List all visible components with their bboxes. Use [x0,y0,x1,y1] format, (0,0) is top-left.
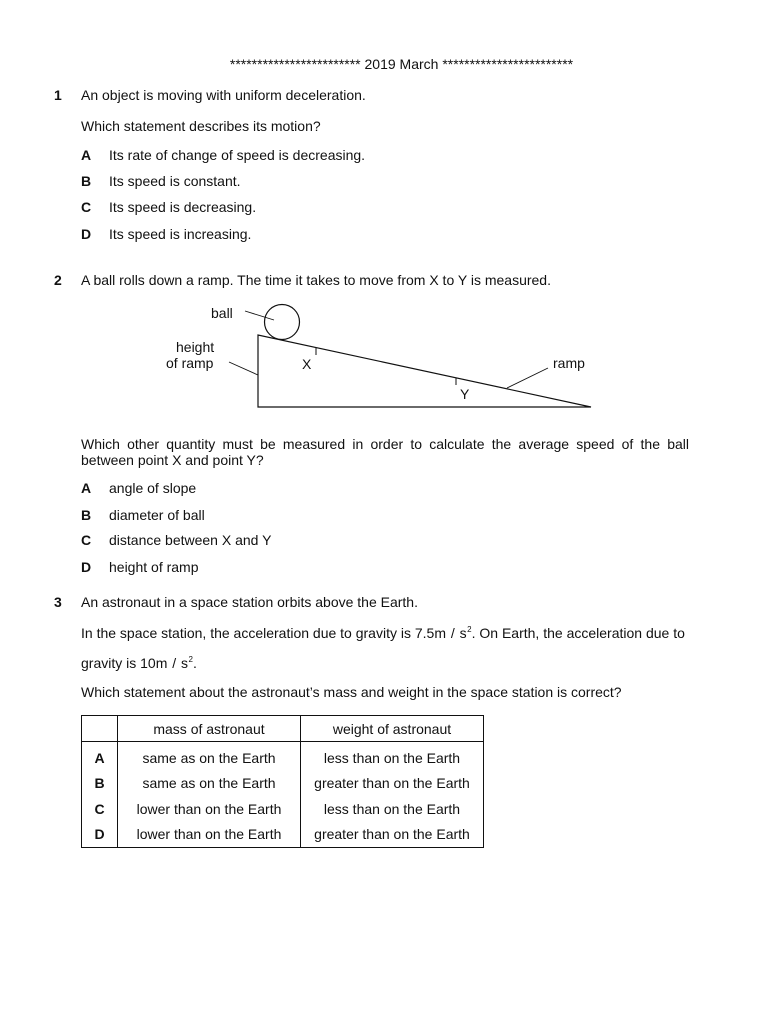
gravity-earth-text: gravity is 10 [81,655,156,671]
q2-option-c-text: distance between X and Y [109,532,272,548]
question-3-number: 3 [54,594,62,610]
page-header: ************************ 2019 March ************************ [229,56,574,72]
ramp-diagram [0,295,768,415]
q2-option-a-letter: A [81,480,92,496]
q1-option-c-letter: C [81,199,92,215]
ramp-leader-line [507,368,548,388]
diagram-label-height-line1: height [176,339,215,355]
gravity-station-unit-exponent: 2 [467,625,472,634]
gravity-earth-unit: m / s [155,655,189,671]
gravity-earth-intro-text: . On Earth, the acceleration due to [471,625,685,641]
diagram-label-x: X [302,356,312,372]
table-header-blank [82,716,118,742]
q2-option-d-letter: D [81,559,92,575]
question-1-stem: An object is moving with uniform deceleration. [81,87,366,103]
q2-option-b-letter: B [81,507,92,523]
table-cell-weight: less than on the Earth [323,800,461,817]
q1-option-a-text: Its rate of change of speed is decreasing. [109,147,366,163]
height-leader-line [229,362,258,375]
table-cell-weight: less than on the Earth [323,749,461,766]
table-cell-letter: A [82,742,118,771]
table-header-mass: mass of astronaut [118,716,301,742]
table-cell-mass: lower than on the Earth [118,822,301,848]
question-3-prompt: Which statement about the astronaut’s mass and weight in the space station is correct? [81,684,622,700]
q1-option-b-letter: B [81,173,92,189]
gravity-earth-unit-exponent: 2 [188,655,193,664]
question-1-number: 1 [54,87,62,103]
ball-circle [265,305,300,340]
table-cell-weight: greater than on the Earth [314,775,470,792]
table-header-row [82,716,484,742]
mass-weight-table [81,715,484,848]
q1-option-a-letter: A [81,147,92,163]
q1-option-c-text: Its speed is decreasing. [109,199,257,215]
question-1-prompt: Which statement describes its motion? [81,118,321,134]
gravity-earth-end: . [193,655,197,671]
diagram-label-y: Y [460,386,470,402]
table-cell-letter: C [82,796,118,822]
table-cell-mass: same as on the Earth [118,771,301,797]
table-row [82,771,484,797]
diagram-label-ramp: ramp [553,355,585,371]
question-2-number: 2 [54,272,62,288]
diagram-label-height-line2: of ramp [166,355,214,371]
q2-option-a-text: angle of slope [109,480,197,496]
question-2-stem: A ball rolls down a ramp. The time it takes to move from X to Y is measured. [81,272,551,288]
q2-option-c-letter: C [81,532,92,548]
table-cell-letter: D [82,822,118,848]
diagram-label-ball: ball [211,305,233,321]
table-row [82,822,484,848]
q1-option-d-text: Its speed is increasing. [109,226,252,242]
table-header-weight: weight of astronaut [301,716,484,742]
table-cell-weight: greater than on the Earth [314,826,470,843]
q2-option-d-text: height of ramp [109,559,199,575]
gravity-station-unit: m / s [434,625,468,641]
question-3-paragraph-line1 [81,625,685,641]
table-row [82,796,484,822]
table-cell-letter: B [82,771,118,797]
table-cell-mass: lower than on the Earth [118,796,301,822]
table-row [82,742,484,771]
question-2-prompt: Which other quantity must be measured in order to calculate the average speed of the ball between point X and point Y? [81,436,689,468]
q2-option-b-text: diameter of ball [109,507,205,523]
q1-option-b-text: Its speed is constant. [109,173,241,189]
question-3-paragraph-line2 [81,655,197,671]
q1-option-d-letter: D [81,226,92,242]
gravity-station-text: In the space station, the acceleration due to gravity is 7.5 [81,625,435,641]
table-cell-mass: same as on the Earth [118,742,301,771]
question-3-stem: An astronaut in a space station orbits above the Earth. [81,594,418,610]
